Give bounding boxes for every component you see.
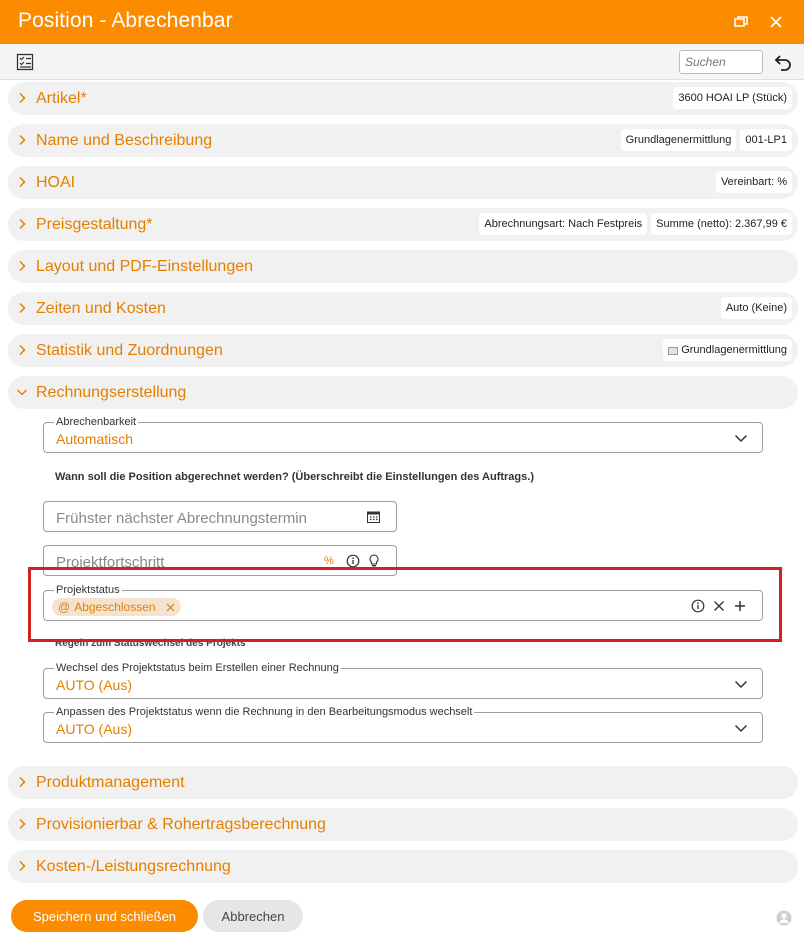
clear-icon[interactable] (713, 600, 725, 612)
section-produktmanagement[interactable] (8, 766, 798, 799)
lightbulb-icon[interactable] (368, 554, 380, 568)
field-label: Abrechenbarkeit (56, 416, 137, 428)
chevron-down-icon (734, 722, 748, 734)
section-label: Produktmanagement (36, 774, 185, 791)
section-badge: 3600 HOAI LP (Stück) (673, 87, 792, 109)
restore-window-icon[interactable] (731, 12, 751, 32)
section-label: Kosten-/Leistungsrechnung (36, 858, 231, 875)
chevron-down-icon (734, 678, 748, 690)
chevron-right-icon (16, 218, 28, 230)
section-label: Zeiten und Kosten (36, 300, 166, 317)
at-icon: @ (58, 600, 71, 614)
remove-chip-icon[interactable] (166, 603, 175, 612)
chevron-right-icon (16, 302, 28, 314)
projektstatus-select[interactable] (43, 584, 763, 621)
chevron-right-icon (16, 776, 28, 788)
chevron-right-icon (16, 92, 28, 104)
section-name-beschreibung[interactable] (8, 124, 798, 157)
section-badge: Abrechnungsart: Nach Festpreis (479, 213, 647, 235)
section-hoai[interactable] (8, 166, 798, 199)
add-icon[interactable] (734, 600, 746, 612)
projektfortschritt-input[interactable] (43, 545, 397, 576)
chevron-right-icon (16, 134, 28, 146)
chevron-right-icon (16, 860, 28, 872)
anpassen-status-select[interactable] (43, 706, 763, 743)
section-label: HOAI (36, 174, 76, 191)
section-badge: Summe (netto): 2.367,99 € (651, 213, 792, 235)
grid-icon (668, 347, 678, 355)
section-zeiten-kosten[interactable] (8, 292, 798, 325)
section-badge: Vereinbart: % (716, 171, 792, 193)
section-artikel[interactable] (8, 82, 798, 115)
section-badge (663, 339, 792, 361)
chevron-down-icon (16, 386, 28, 398)
section-statistik[interactable] (8, 334, 798, 367)
window-title: Position - Abrechenbar (18, 9, 233, 32)
section-label: Artikel* (36, 90, 87, 107)
undo-icon[interactable] (774, 53, 792, 71)
abrechenbarkeit-select[interactable] (43, 416, 763, 453)
field-value: AUTO (Aus) (56, 721, 132, 737)
wechsel-status-select[interactable] (43, 662, 763, 699)
section-label: Rechnungserstellung (36, 384, 187, 401)
save-close-button[interactable]: Speichern und schließen (11, 900, 198, 932)
abrechnung-hint: Wann soll die Position abgerechnet werden? (Überschreibt die Einstellungen des Auftrags.) (55, 471, 534, 483)
field-label: Wechsel des Projektstatus beim Erstellen einer Rechnung (56, 662, 339, 674)
chevron-right-icon (16, 176, 28, 188)
info-icon[interactable] (346, 554, 360, 568)
field-placeholder: Frühster nächster Abrechnungstermin (56, 510, 307, 527)
regeln-hint: Regeln zum Statuswechsel des Projekts (55, 638, 246, 649)
field-label: Anpassen des Projektstatus wenn die Rechnung in den Bearbeitungsmodus wechselt (56, 706, 473, 718)
section-label: Preisgestaltung* (36, 216, 153, 233)
section-label: Statistik und Zuordnungen (36, 342, 223, 359)
projektstatus-chip (52, 598, 181, 616)
toolbar (0, 44, 804, 80)
chevron-down-icon (734, 432, 748, 444)
field-label: Projektstatus (56, 584, 120, 596)
section-kosten-leistung[interactable] (8, 850, 798, 883)
field-placeholder: Projektfortschritt (56, 554, 165, 571)
abrechnungstermin-input[interactable] (43, 501, 397, 532)
percent-unit: % (324, 555, 334, 567)
section-label: Name und Beschreibung (36, 132, 213, 149)
field-value: AUTO (Aus) (56, 677, 132, 693)
section-preisgestaltung[interactable] (8, 208, 798, 241)
cancel-button[interactable]: Abbrechen (203, 900, 303, 932)
section-layout-pdf[interactable] (8, 250, 798, 283)
calendar-icon[interactable] (367, 511, 380, 523)
field-value: Automatisch (56, 431, 134, 447)
chip-label: Abgeschlossen (74, 600, 156, 614)
section-label: Provisionierbar & Rohertragsberechnung (36, 816, 326, 833)
chevron-right-icon (16, 818, 28, 830)
chevron-right-icon (16, 344, 28, 356)
chevron-right-icon (16, 260, 28, 272)
section-provision[interactable] (8, 808, 798, 841)
section-badge: 001-LP1 (740, 129, 792, 151)
badge-text: Grundlagenermittlung (681, 344, 787, 356)
info-icon[interactable] (691, 599, 705, 613)
section-badge: Auto (Keine) (721, 297, 792, 319)
section-rechnungserstellung[interactable] (8, 376, 798, 409)
close-icon[interactable] (766, 12, 786, 32)
user-avatar-icon[interactable] (776, 910, 792, 926)
checklist-icon[interactable] (16, 53, 34, 71)
search-input[interactable] (679, 50, 763, 74)
section-label: Layout und PDF-Einstellungen (36, 258, 254, 275)
window-titlebar (0, 0, 804, 44)
section-badge: Grundlagenermittlung (621, 129, 737, 151)
